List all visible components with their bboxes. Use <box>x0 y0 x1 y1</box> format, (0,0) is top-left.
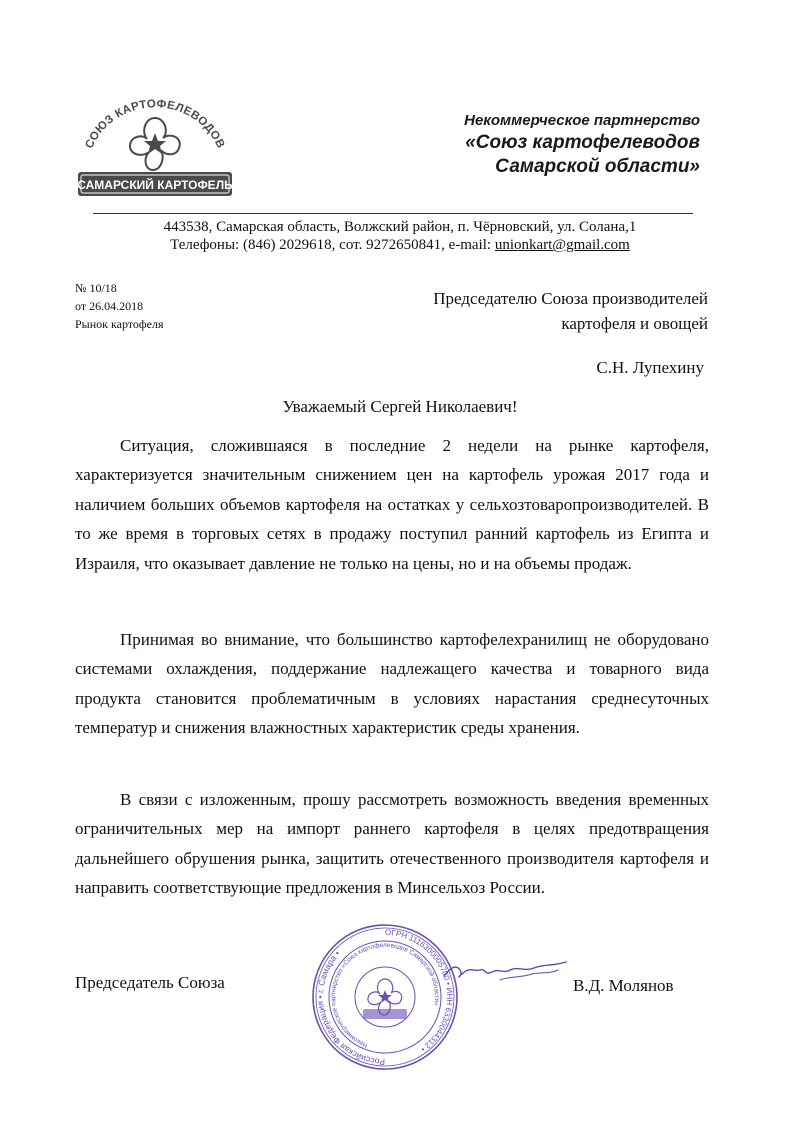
header-divider <box>93 213 693 214</box>
stamp-outer-text: Российская Федерация • г. Самара • <box>314 948 386 1068</box>
paragraph-text: Ситуация, сложившаяся в последние 2 недели на рынке картофеля, характеризуется значительным снижением цен на картофель урожая 2017 года и наличием больших объемов картофеля на остатках у сельхозтоваропроизводителей. В то же время в торговых сетях в продажу поступил ранний картофель из Египта и Израиля, что оказывает давление не только на цены, но и на объемы продаж. <box>75 436 709 573</box>
org-type: Некоммерческое партнерство <box>464 112 700 129</box>
greeting: Уважаемый Сергей Николаевич! <box>282 397 518 416</box>
letter-subject: Рынок картофеля <box>75 317 164 331</box>
handwritten-signature <box>440 950 580 990</box>
phones-text: Телефоны: (846) 2029618, сот. 9272650841, e-mail: <box>170 237 495 253</box>
letter-date: от 26.04.2018 <box>75 299 144 313</box>
stamp-emblem-icon <box>363 979 407 1019</box>
body-paragraph-2 <box>75 625 709 743</box>
addressee-name: С.Н. Лупехину <box>596 358 704 377</box>
paragraph-text: Принимая во внимание, что большинство картофелехранилищ не оборудовано системами охлаждения, поддержание надлежащего качества и товарного вида продукта становится проблематичным в условиях нарастания среднесуточных температур и снижения влажностных характеристик среды хранения. <box>75 630 709 738</box>
org-name-line2: Самарской области» <box>495 156 700 177</box>
letter-number: № 10/18 <box>75 281 117 295</box>
email-link[interactable]: unionkart@gmail.com <box>494 237 630 253</box>
addressee-line1: Председателю Союза производителей <box>433 289 708 308</box>
flower-star-icon <box>130 118 180 170</box>
logo-arc-text: СОЮЗ КАРТОФЕЛЕВОДОВ <box>83 98 227 151</box>
signatory-name: В.Д. Молянов <box>573 976 674 995</box>
official-stamp <box>310 922 460 1072</box>
postal-address: 443538, Самарская область, Волжский район, п. Чёрновский, ул. Солана,1 <box>163 219 637 235</box>
logo-plate-text: САМАРСКИЙ КАРТОФЕЛЬ <box>77 178 233 192</box>
addressee-line2: картофеля и овощей <box>561 314 708 333</box>
body-paragraph-3 <box>75 785 709 903</box>
body-paragraph-1 <box>75 431 709 578</box>
stamp-inner-text: ОГРН 1116300005700 • ИНН 6330044312 • <box>384 927 455 1054</box>
contact-line <box>0 237 800 254</box>
svg-text:Российская Федерация • г. Сама <box>315 949 385 1068</box>
stamp-middle-text: Некоммерческое партнерство «Союз картофелеводов Самарской области» <box>329 941 441 1049</box>
org-name-line1: «Союз картофелеводов <box>465 132 700 153</box>
paragraph-text: В связи с изложенным, прошу рассмотреть возможность введения временных ограничительных мер на импорт раннего картофеля в целях предотвращения дальнейшего обрушения рынка, защитить отечественного производителя картофеля и направить соответствующие предложения в Минсельхоз России. <box>75 790 709 898</box>
signatory-role: Председатель Союза <box>75 973 225 992</box>
organization-logo <box>70 92 240 202</box>
